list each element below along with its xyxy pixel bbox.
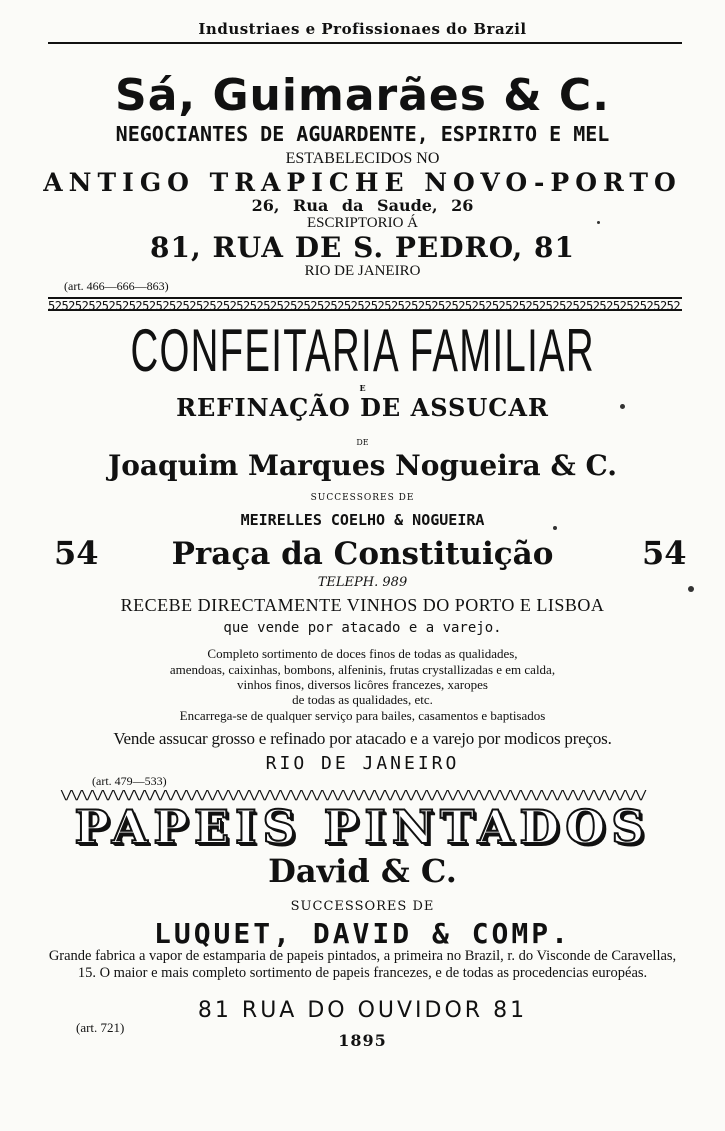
ad2-address: Praça da Constituição — [171, 536, 554, 572]
ad1-firm-name: Sá, Guimarães & C. — [115, 70, 610, 121]
ad2-number-right: 54 — [642, 534, 687, 572]
ad1-office-address: 81, RUA DE S. PEDRO, 81 — [149, 231, 575, 264]
print-speck — [688, 586, 694, 592]
ad3-predecessor: LUQUET, DAVID & COMP. — [153, 917, 571, 950]
ad1-city: RIO DE JANEIRO — [304, 263, 421, 279]
print-speck — [620, 404, 625, 409]
ad2-receives: RECEBE DIRECTAMENTE VINHOS DO PORTO E LISBOA — [120, 595, 605, 615]
ad1-warehouse-address: 26, Rua da Saude, 26 — [251, 196, 474, 215]
ad3-title: PAPEIS PINTADOS — [74, 800, 651, 854]
ad3-description: Grande fabrica a vapor de estamparia de papeis pintados, a primeira no Brazil, r. do Visconde de Caravellas, 15. O maior e mais completo sortimento de papeis francezes, e de todas as procedencias européas. — [48, 948, 677, 981]
ornamental-border: 5252525252525252525252525252525252525252525252525252525252525252525252525252525252525252525252 — [48, 299, 681, 311]
ad1-established: ESTABELECIDOS NO — [285, 150, 440, 167]
ad2-conjunction: E — [359, 383, 366, 393]
ad2-subtitle: REFINAÇÃO DE ASSUCAR — [176, 393, 549, 422]
ad2-desc-line: de todas as qualidades, etc. — [292, 692, 433, 707]
ad3-address: 81 RUA DO OUVIDOR 81 — [197, 998, 528, 1023]
ad3-reference: (art. 721) — [76, 1020, 125, 1035]
ad2-successors-label: SUCCESSORES DE — [310, 493, 415, 503]
ad2-desc-line: Completo sortimento de doces finos de todas as qualidades, — [207, 646, 518, 661]
ad2-desc-line: Encarrega-se de qualquer serviço para bailes, casamentos e baptisados — [179, 708, 546, 723]
header-rule — [48, 42, 682, 44]
ad1-reference: (art. 466—666—863) — [64, 279, 169, 293]
ad2-number-left: 54 — [54, 534, 99, 572]
ad2-desc-line: amendoas, caixinhas, bombons, alfeninis, frutas crystallizadas e em calda, — [169, 662, 556, 677]
ad2-sugar-line: Vende assucar grosso e refinado por atacado e a varejo por modicos preços. — [113, 729, 612, 748]
ad2-desc-line: vinhos finos, diversos licôres francezes, xaropes — [237, 677, 488, 692]
ad2-city: RIO DE JANEIRO — [265, 753, 460, 774]
ad2-firm-name: Joaquim Marques Nogueira & C. — [107, 449, 618, 482]
zigzag-border: \/\/\/\/\/\/\/\/\/\/\/\/\/\/\/\/\/\/\/\/\/\/\/\/\/\/\/\/\/\/\/\/\/\/\/\/\/\/\/\/\/\/\/\/\/\/\/\/\/\/\/\/\/\/\/\/ — [60, 789, 646, 801]
ad1-business: NEGOCIANTES DE AGUARDENTE, ESPIRITO E MEL — [115, 122, 610, 146]
print-speck — [597, 221, 600, 224]
ad2-phone: TELEPH. 989 — [317, 575, 408, 590]
ad2-sells: que vende por atacado e a varejo. — [223, 620, 502, 636]
running-header: Industriaes e Profissionaes do Brazil — [198, 20, 527, 38]
ad2-predecessor: MEIRELLES COELHO & NOGUEIRA — [240, 511, 485, 529]
page-year: 1895 — [338, 1031, 387, 1050]
ad3-firm-name: David & C. — [268, 852, 457, 890]
ad1-office-label: ESCRIPTORIO Á — [307, 215, 418, 231]
ad2-reference: (art. 479—533) — [92, 774, 167, 788]
ad1-warehouse: ANTIGO TRAPICHE NOVO-PORTO — [43, 168, 682, 197]
ad2-title: CONFEITARIA FAMILIAR — [130, 317, 595, 384]
print-speck — [553, 526, 557, 530]
ad3-successors-label: SUCCESSORES DE — [290, 899, 435, 914]
ad2-preposition: DE — [356, 438, 369, 447]
